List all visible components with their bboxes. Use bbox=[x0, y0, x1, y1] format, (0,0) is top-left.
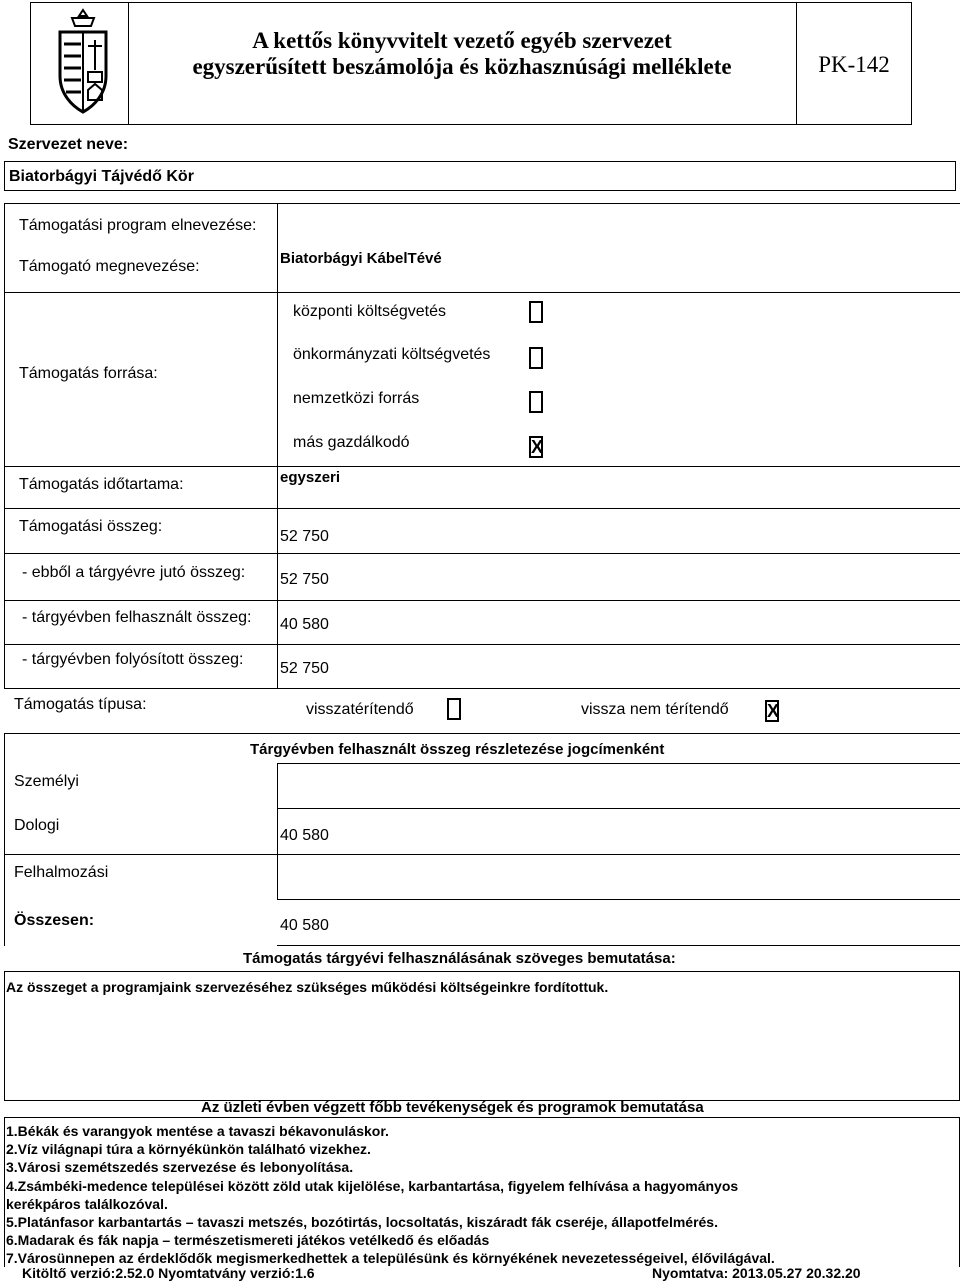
source-option-international: nemzetközi forrás bbox=[293, 390, 420, 407]
source-option-central: központi költségvetés bbox=[293, 303, 446, 320]
source-label: Támogatás forrása: bbox=[19, 365, 158, 382]
program-name-label: Támogatási program elnevezése: bbox=[19, 217, 257, 234]
personal-label: Személyi bbox=[14, 773, 79, 790]
used-amount-value[interactable]: 40 580 bbox=[280, 616, 329, 633]
duration-value[interactable]: egyszeri bbox=[280, 469, 341, 486]
form-title bbox=[128, 28, 796, 80]
source-checkbox-central[interactable] bbox=[529, 301, 543, 323]
activity-item: 7.Városünnepen az érdeklődők megismerkedhettek a településünk és környékének nevezetességeivel, élővilágával. bbox=[6, 1250, 775, 1266]
total-amount-value[interactable]: 52 750 bbox=[280, 528, 329, 545]
refundable-label: visszatérítendő bbox=[306, 701, 414, 718]
footer-printed: Nyomtatva: 2013.05.27 20.32.20 bbox=[652, 1265, 861, 1281]
organization-value: Biatorbágyi Tájvédő Kör bbox=[9, 168, 194, 185]
activities-heading: Az üzleti évben végzett főbb tevékenységek és programok bemutatása bbox=[201, 1099, 704, 1116]
activity-item: 2.Víz világnapi túra a környékünkön található vizekhez. bbox=[6, 1141, 371, 1157]
source-checkbox-municipal[interactable] bbox=[529, 347, 543, 369]
duration-label: Támogatás időtartama: bbox=[19, 476, 184, 493]
material-value[interactable]: 40 580 bbox=[280, 827, 329, 844]
paid-amount-label: - tárgyévben folyósított összeg: bbox=[22, 651, 244, 668]
coat-of-arms-icon bbox=[50, 6, 116, 116]
activity-item: 4.Zsámbéki-medence települései között zöld utak kijelölése, karbantartása, figyelem felhívása a hagyományos bbox=[6, 1178, 739, 1194]
used-amount-label: - tárgyévben felhasznált összeg: bbox=[22, 609, 252, 626]
year-amount-value[interactable]: 52 750 bbox=[280, 571, 329, 588]
material-label: Dologi bbox=[14, 817, 60, 834]
nonrefundable-label: vissza nem térítendő bbox=[581, 701, 729, 718]
form-code: PK-142 bbox=[818, 52, 890, 77]
activity-item: kerékpáros találkozóval. bbox=[6, 1196, 168, 1212]
activity-item: 3.Városi szemétszedés szervezése és lebonyolítása. bbox=[6, 1159, 354, 1175]
activity-item: 6.Madarak és fák napja – természetismereti játékos vetélkedő és előadás bbox=[6, 1232, 490, 1248]
paid-amount-value[interactable]: 52 750 bbox=[280, 660, 329, 677]
activity-item: 5.Platánfasor karbantartás – tavaszi metszés, bozótirtás, locsoltatás, kiszáradt fák cseréje, állapotfelmérés. bbox=[6, 1214, 718, 1230]
source-checkbox-international[interactable] bbox=[529, 391, 543, 413]
supporter-label: Támogató megnevezése: bbox=[19, 258, 200, 275]
form-title-line2: egyszerűsített beszámolója és közhasznúsági melléklete bbox=[192, 54, 732, 79]
form-title-line1: A kettős könyvvitelt vezető egyéb szervezet bbox=[252, 28, 672, 53]
refundable-checkbox[interactable] bbox=[447, 698, 461, 720]
year-amount-label: - ebből a tárgyévre jutó összeg: bbox=[22, 564, 246, 581]
source-option-municipal: önkormányzati költségvetés bbox=[293, 346, 491, 363]
capital-label: Felhalmozási bbox=[14, 864, 109, 881]
source-checkbox-other-business[interactable]: X bbox=[531, 437, 544, 457]
usage-text: Az összeget a programjaink szervezéséhez szükséges működési költségeinkre fordítottuk. bbox=[6, 979, 609, 995]
sum-label: Összesen: bbox=[14, 912, 95, 929]
supporter-value[interactable]: Biatorbágyi KábelTévé bbox=[280, 250, 442, 267]
footer-version: Kitöltő verzió:2.52.0 Nyomtatvány verzió:1.6 bbox=[22, 1265, 315, 1281]
breakdown-heading: Tárgyévben felhasznált összeg részletezése jogcímenként bbox=[250, 741, 665, 758]
activity-item: 1.Békák és varangyok mentése a tavaszi békavonuláskor. bbox=[6, 1123, 389, 1139]
source-option-other-business: más gazdálkodó bbox=[293, 434, 410, 451]
total-amount-label: Támogatási összeg: bbox=[19, 518, 163, 535]
nonrefundable-checkbox[interactable]: X bbox=[767, 701, 780, 721]
sum-value[interactable]: 40 580 bbox=[280, 917, 329, 934]
support-type-label: Támogatás típusa: bbox=[14, 696, 147, 713]
usage-heading: Támogatás tárgyévi felhasználásának szöveges bemutatása: bbox=[243, 950, 676, 967]
organization-label: Szervezet neve: bbox=[8, 136, 129, 153]
